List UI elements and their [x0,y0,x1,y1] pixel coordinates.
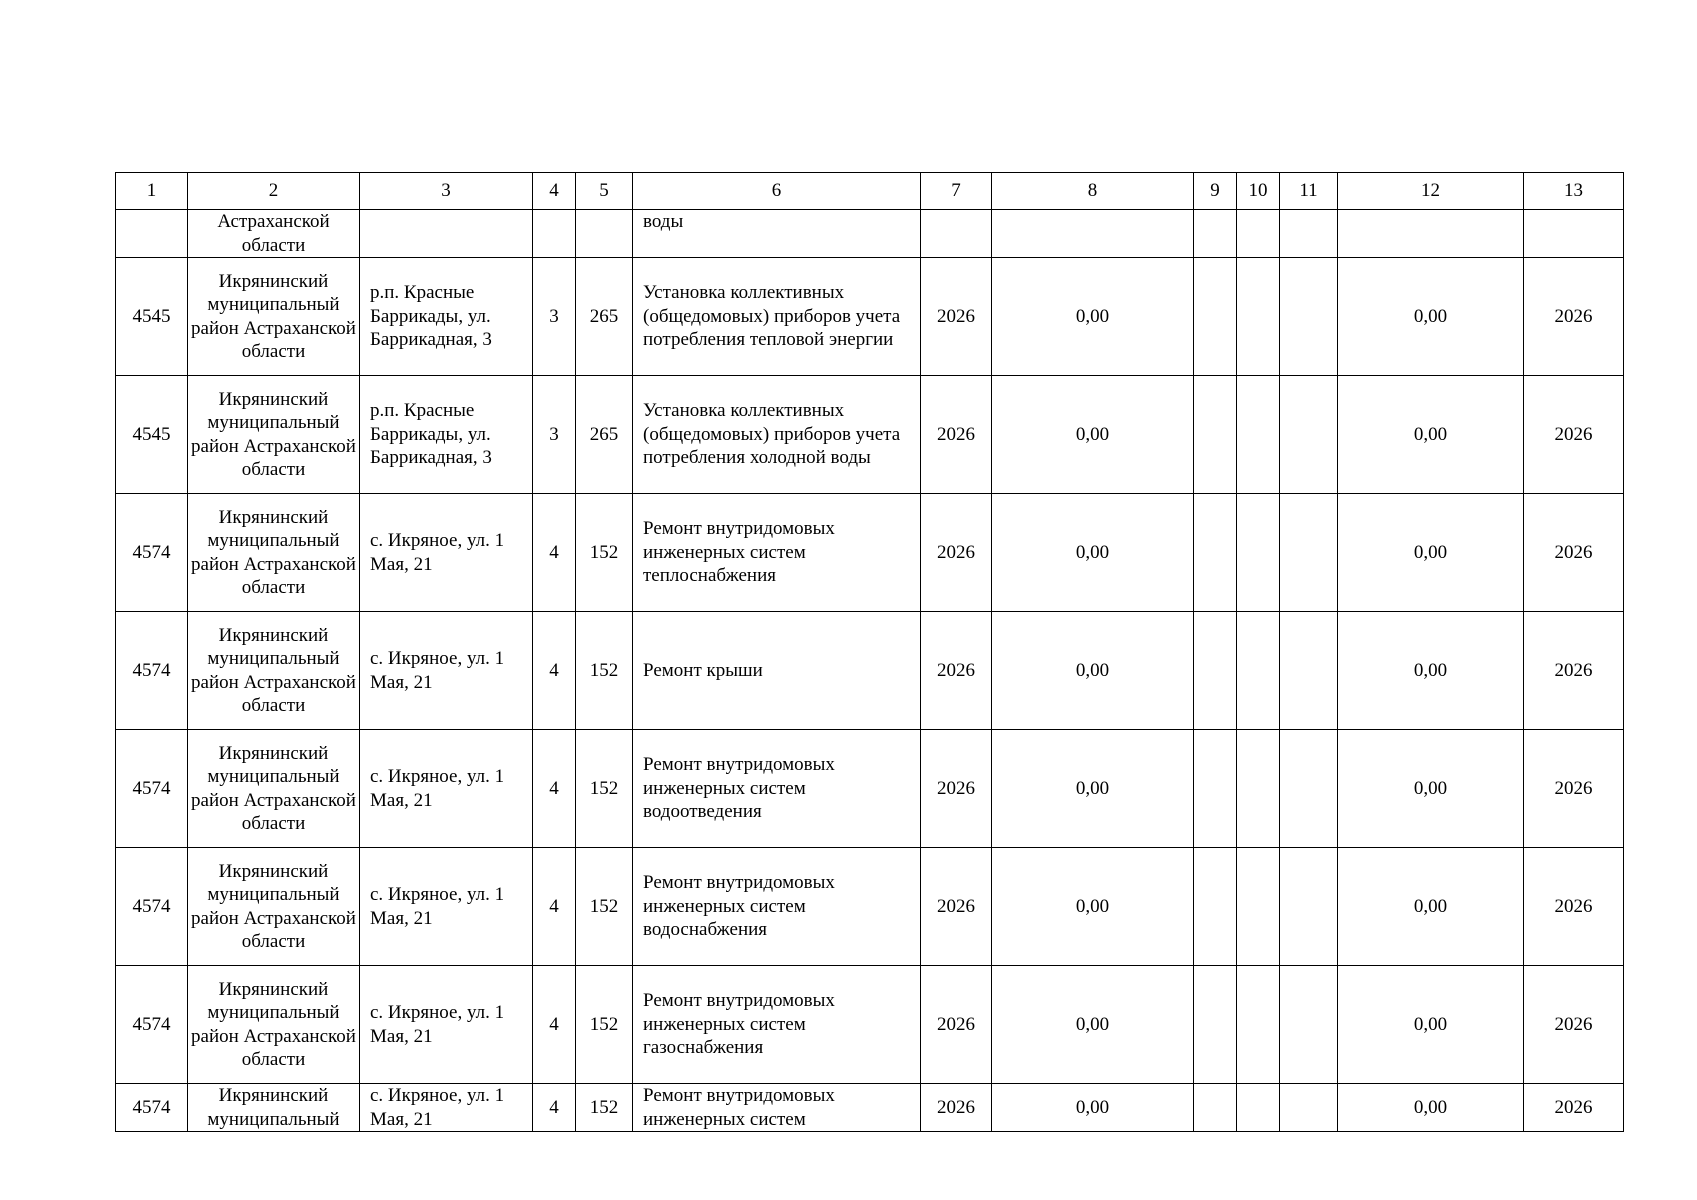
table-header [116,173,1624,210]
cell-col-12: 0,00 [1338,848,1524,966]
cell-col-10 [1237,966,1280,1084]
cell-year: 2026 [921,494,992,612]
repair-schedule-table [115,172,1624,1132]
cell-col-4 [533,210,576,258]
cell-district: Икрянинский муниципальный район Астраханской области [188,494,360,612]
cell-address: р.п. Красные Баррикады, ул. Баррикадная, 3 [360,258,533,376]
table-row-truncated [116,1084,1624,1132]
table-row [116,494,1624,612]
header-col-3: 3 [360,173,533,210]
cell-year [921,210,992,258]
header-col-11: 11 [1280,173,1338,210]
cell-col-5: 152 [576,966,633,1084]
cell-id: 4574 [116,730,188,848]
header-col-4: 4 [533,173,576,210]
cell-col-13: 2026 [1524,848,1624,966]
cell-col-4: 4 [533,1084,576,1132]
cell-col-4: 4 [533,966,576,1084]
cell-col-13: 2026 [1524,494,1624,612]
cell-district: Икрянинский муниципальный район Астраханской области [188,848,360,966]
cell-col-10 [1237,730,1280,848]
cell-col-10 [1237,258,1280,376]
cell-col-5 [576,210,633,258]
cell-col-11 [1280,966,1338,1084]
cell-col-11 [1280,1084,1338,1132]
header-col-2: 2 [188,173,360,210]
table-row [116,966,1624,1084]
cell-col-10 [1237,612,1280,730]
cell-year: 2026 [921,848,992,966]
cell-col-13: 2026 [1524,966,1624,1084]
cell-col-4: 4 [533,612,576,730]
cell-district: Икрянинский муниципальный район Астраханской области [188,258,360,376]
cell-work-type: Ремонт внутридомовых инженерных систем водоснабжения [633,848,921,966]
header-col-5: 5 [576,173,633,210]
cell-work-type: Ремонт внутридомовых инженерных систем водоотведения [633,730,921,848]
header-row [116,173,1624,210]
cell-col-12: 0,00 [1338,258,1524,376]
cell-col-10 [1237,848,1280,966]
cell-col-12: 0,00 [1338,612,1524,730]
cell-col-9 [1194,258,1237,376]
cell-district: Астраханской области [188,210,360,258]
table-row [116,730,1624,848]
cell-col-10 [1237,210,1280,258]
cell-col-13: 2026 [1524,258,1624,376]
cell-work-type: Ремонт крыши [633,612,921,730]
cell-col-5: 152 [576,848,633,966]
cell-col-11 [1280,210,1338,258]
cell-cost: 0,00 [992,258,1194,376]
cell-district: Икрянинский муниципальный район Астраханской области [188,612,360,730]
cell-col-12: 0,00 [1338,494,1524,612]
cell-col-13: 2026 [1524,1084,1624,1132]
header-col-7: 7 [921,173,992,210]
cell-col-9 [1194,210,1237,258]
cell-cost: 0,00 [992,612,1194,730]
cell-cost [992,210,1194,258]
cell-col-9 [1194,848,1237,966]
cell-id [116,210,188,258]
cell-col-12: 0,00 [1338,376,1524,494]
cell-work-type: воды [633,210,921,258]
cell-col-10 [1237,1084,1280,1132]
cell-col-11 [1280,258,1338,376]
cell-cost: 0,00 [992,376,1194,494]
header-col-12: 12 [1338,173,1524,210]
table-row [116,258,1624,376]
cell-work-type: Ремонт внутридомовых инженерных систем газоснабжения [633,966,921,1084]
table-row [116,848,1624,966]
cell-col-11 [1280,730,1338,848]
cell-cost: 0,00 [992,848,1194,966]
cell-col-12: 0,00 [1338,730,1524,848]
cell-cost: 0,00 [992,966,1194,1084]
cell-year: 2026 [921,612,992,730]
cell-col-11 [1280,612,1338,730]
cell-col-13: 2026 [1524,376,1624,494]
cell-col-9 [1194,1084,1237,1132]
cell-district: Икрянинский муниципальный [188,1084,360,1132]
cell-address: с. Икряное, ул. 1 Мая, 21 [360,1084,533,1132]
cell-col-9 [1194,730,1237,848]
cell-district: Икрянинский муниципальный район Астраханской области [188,376,360,494]
cell-col-9 [1194,494,1237,612]
cell-id: 4574 [116,848,188,966]
cell-col-11 [1280,848,1338,966]
cell-col-5: 265 [576,376,633,494]
cell-col-12 [1338,210,1524,258]
cell-col-4: 4 [533,848,576,966]
header-col-10: 10 [1237,173,1280,210]
table-row [116,612,1624,730]
cell-col-10 [1237,376,1280,494]
cell-col-4: 3 [533,376,576,494]
cell-address: с. Икряное, ул. 1 Мая, 21 [360,848,533,966]
header-col-9: 9 [1194,173,1237,210]
cell-col-13: 2026 [1524,730,1624,848]
cell-col-10 [1237,494,1280,612]
cell-col-11 [1280,494,1338,612]
cell-year: 2026 [921,730,992,848]
cell-cost: 0,00 [992,1084,1194,1132]
cell-col-5: 152 [576,730,633,848]
cell-work-type: Ремонт внутридомовых инженерных систем теплоснабжения [633,494,921,612]
cell-address: с. Икряное, ул. 1 Мая, 21 [360,494,533,612]
cell-work-type: Ремонт внутридомовых инженерных систем [633,1084,921,1132]
cell-work-type: Установка коллективных (общедомовых) приборов учета потребления тепловой энергии [633,258,921,376]
cell-id: 4574 [116,612,188,730]
cell-address [360,210,533,258]
cell-col-13 [1524,210,1624,258]
cell-col-9 [1194,966,1237,1084]
cell-id: 4574 [116,1084,188,1132]
cell-col-12: 0,00 [1338,966,1524,1084]
cell-address: с. Икряное, ул. 1 Мая, 21 [360,730,533,848]
cell-address: с. Икряное, ул. 1 Мая, 21 [360,612,533,730]
cell-address: с. Икряное, ул. 1 Мая, 21 [360,966,533,1084]
header-col-13: 13 [1524,173,1624,210]
cell-col-9 [1194,376,1237,494]
cell-district: Икрянинский муниципальный район Астраханской области [188,730,360,848]
cell-col-4: 4 [533,730,576,848]
cell-address: р.п. Красные Баррикады, ул. Баррикадная, 3 [360,376,533,494]
cell-year: 2026 [921,966,992,1084]
cell-id: 4574 [116,966,188,1084]
cell-col-5: 152 [576,494,633,612]
table-row-continuation [116,210,1624,258]
table-body [116,210,1624,1132]
cell-year: 2026 [921,258,992,376]
cell-col-4: 4 [533,494,576,612]
cell-work-type: Установка коллективных (общедомовых) приборов учета потребления холодной воды [633,376,921,494]
header-col-6: 6 [633,173,921,210]
cell-col-5: 152 [576,1084,633,1132]
cell-col-13: 2026 [1524,612,1624,730]
cell-col-11 [1280,376,1338,494]
cell-year: 2026 [921,376,992,494]
cell-id: 4545 [116,376,188,494]
cell-col-5: 152 [576,612,633,730]
cell-cost: 0,00 [992,730,1194,848]
cell-col-9 [1194,612,1237,730]
cell-year: 2026 [921,1084,992,1132]
cell-id: 4574 [116,494,188,612]
cell-col-5: 265 [576,258,633,376]
header-col-1: 1 [116,173,188,210]
cell-col-12: 0,00 [1338,1084,1524,1132]
cell-col-4: 3 [533,258,576,376]
header-col-8: 8 [992,173,1194,210]
cell-id: 4545 [116,258,188,376]
table-row [116,376,1624,494]
cell-district: Икрянинский муниципальный район Астраханской области [188,966,360,1084]
cell-cost: 0,00 [992,494,1194,612]
